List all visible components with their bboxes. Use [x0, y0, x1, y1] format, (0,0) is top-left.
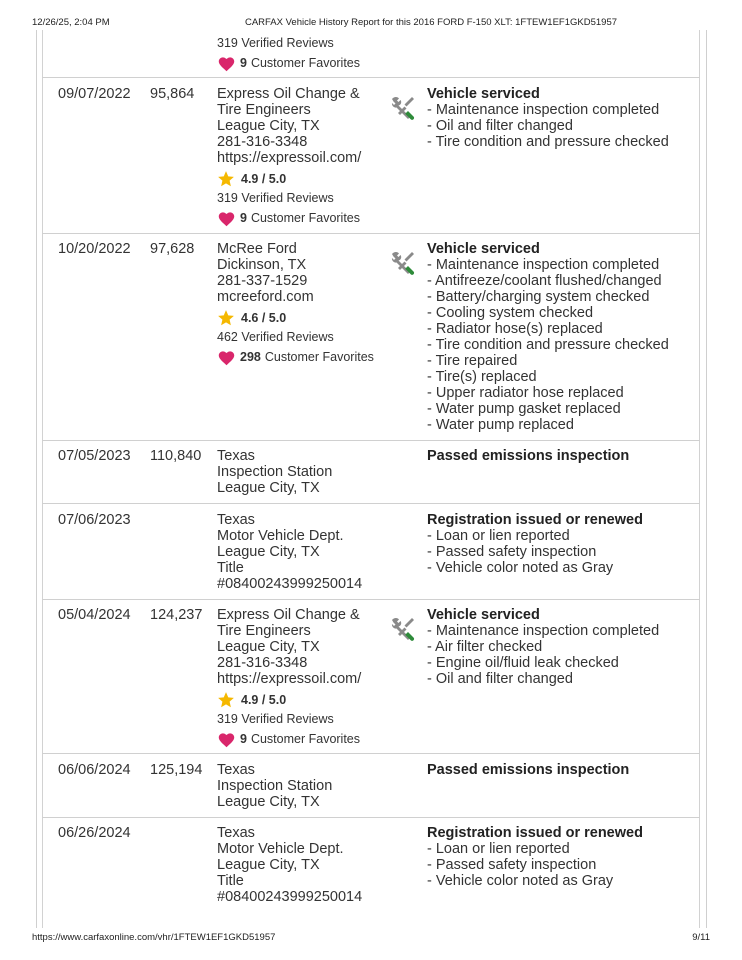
reviews-count[interactable]: 462 Verified Reviews [217, 330, 334, 344]
record-date: 07/06/2023 [58, 512, 131, 528]
rating-value: 4.6 / 5.0 [241, 311, 287, 325]
record-source: Express Oil Change & Tire Engineers League City, TX 281-316-3348 https://expressoil.com/ 4.9 / 5.0 319 Verified Reviews 9 Customer Favorites [217, 86, 387, 228]
print-datetime: 12/26/25, 2:04 PM [32, 17, 110, 28]
comment-item: - Antifreeze/coolant flushed/changed [427, 273, 662, 289]
heart-icon [217, 210, 236, 227]
record-date: 10/20/2022 [58, 241, 131, 257]
record-source: Texas Inspection Station League City, TX [217, 448, 333, 496]
record-comments [427, 448, 697, 464]
comment-item: - Water pump gasket replaced [427, 401, 621, 417]
record-odometer: 124,237 [150, 607, 203, 623]
record-title: Passed emissions inspection [427, 762, 630, 778]
comment-item: - Loan or lien reported [427, 528, 570, 544]
comment-item: - Passed safety inspection [427, 544, 597, 560]
row-divider [42, 77, 700, 78]
comment-item: - Vehicle color noted as Gray [427, 560, 614, 576]
record-date: 06/26/2024 [58, 825, 131, 841]
card-left-border [42, 30, 43, 928]
record-odometer: 110,840 [150, 448, 202, 464]
comment-item: - Upper radiator hose replaced [427, 385, 624, 401]
record-comments [427, 512, 697, 576]
wrench-screwdriver-icon [388, 94, 416, 122]
record-title: Vehicle serviced [427, 86, 540, 102]
source-website-link[interactable]: mcreeford.com [217, 289, 314, 305]
record-source: Texas Motor Vehicle Dept. League City, TX Title #08400243999250014 [217, 512, 363, 592]
star-icon [217, 309, 235, 327]
record-source: Texas Motor Vehicle Dept. League City, TX Title #08400243999250014 [217, 825, 363, 905]
heart-icon [217, 55, 236, 72]
comment-item: - Maintenance inspection completed [427, 102, 660, 118]
report-title: CARFAX Vehicle History Report for this 2016 FORD F-150 XLT: 1FTEW1EF1GKD51957 [244, 17, 618, 28]
row-divider [42, 440, 700, 441]
comment-item: - Water pump replaced [427, 417, 574, 433]
reviews-count[interactable]: 319 Verified Reviews [217, 712, 334, 726]
star-icon [217, 170, 235, 188]
record-title: Vehicle serviced [427, 241, 540, 257]
record-date: 07/05/2023 [58, 448, 131, 464]
page-url[interactable]: https://www.carfaxonline.com/vhr/1FTEW1EF1GKD51957 [32, 932, 276, 943]
heart-icon [217, 731, 236, 748]
card-right-border [699, 30, 700, 928]
row-divider [42, 753, 700, 754]
comment-item: - Cooling system checked [427, 305, 594, 321]
row-divider [42, 817, 700, 818]
rating-value: 4.9 / 5.0 [241, 172, 287, 186]
rating-value: 4.9 / 5.0 [241, 693, 287, 707]
reviews-count[interactable]: 319 Verified Reviews [217, 191, 334, 205]
record-odometer: 95,864 [150, 86, 195, 102]
comment-item: - Radiator hose(s) replaced [427, 321, 603, 337]
favorites-count: 9 [240, 211, 247, 225]
record-comments [427, 825, 697, 889]
record-title: Passed emissions inspection [427, 448, 630, 464]
record-comments [427, 607, 697, 687]
record-title: Vehicle serviced [427, 607, 540, 623]
comment-item: - Passed safety inspection [427, 857, 597, 873]
record-comments [427, 762, 697, 778]
record-date: 05/04/2024 [58, 607, 131, 623]
favorites-label: Customer Favorites [250, 56, 361, 70]
comment-item: - Tire(s) replaced [427, 369, 537, 385]
comment-item: - Tire condition and pressure checked [427, 134, 669, 150]
record-source: Texas Inspection Station League City, TX [217, 762, 333, 810]
source-website-link[interactable]: https://expressoil.com/ [217, 671, 362, 687]
favorites-label: Customer Favorites [250, 732, 361, 746]
favorites-count: 298 [240, 350, 261, 364]
comment-item: - Maintenance inspection completed [427, 257, 660, 273]
record-title: Registration issued or renewed [427, 825, 643, 841]
record-comments [427, 241, 697, 433]
favorites-count: 9 [240, 56, 247, 70]
record-odometer: 97,628 [150, 241, 195, 257]
row-divider [42, 503, 700, 504]
wrench-screwdriver-icon [388, 249, 416, 277]
record-comments [427, 86, 697, 150]
row-divider [42, 233, 700, 234]
page-right-rule [706, 30, 707, 928]
favorites-label: Customer Favorites [264, 350, 374, 364]
page-left-rule [36, 30, 37, 928]
comment-item: - Vehicle color noted as Gray [427, 873, 614, 889]
row-divider [42, 599, 700, 600]
comment-item: - Oil and filter changed [427, 671, 573, 687]
record-date: 09/07/2022 [58, 86, 131, 102]
comment-item: - Tire condition and pressure checked [427, 337, 669, 353]
heart-icon [217, 349, 236, 366]
comment-item: - Loan or lien reported [427, 841, 570, 857]
record-odometer: 125,194 [150, 762, 203, 778]
source-website-link[interactable]: https://expressoil.com/ [217, 150, 362, 166]
page-number: 9/11 [692, 932, 710, 943]
favorites-count: 9 [240, 732, 247, 746]
record-title: Registration issued or renewed [427, 512, 643, 528]
comment-item: - Air filter checked [427, 639, 543, 655]
reviews-count[interactable]: 319 Verified Reviews [217, 36, 334, 50]
comment-item: - Engine oil/fluid leak checked [427, 655, 619, 671]
wrench-screwdriver-icon [388, 615, 416, 643]
record-source: Express Oil Change & Tire Engineers League City, TX 281-316-3348 https://expressoil.com/ 4.9 / 5.0 319 Verified Reviews 9 Customer Favorites [217, 607, 387, 749]
record-date: 06/06/2024 [58, 762, 131, 778]
comment-item: - Oil and filter changed [427, 118, 573, 134]
favorites-label: Customer Favorites [250, 211, 361, 225]
record-source: McRee Ford Dickinson, TX 281-337-1529 mcreeford.com 4.6 / 5.0 462 Verified Reviews 298 Customer Favorites [217, 241, 387, 367]
comment-item: - Tire repaired [427, 353, 518, 369]
star-icon [217, 691, 235, 709]
comment-item: - Battery/charging system checked [427, 289, 650, 305]
comment-item: - Maintenance inspection completed [427, 623, 660, 639]
